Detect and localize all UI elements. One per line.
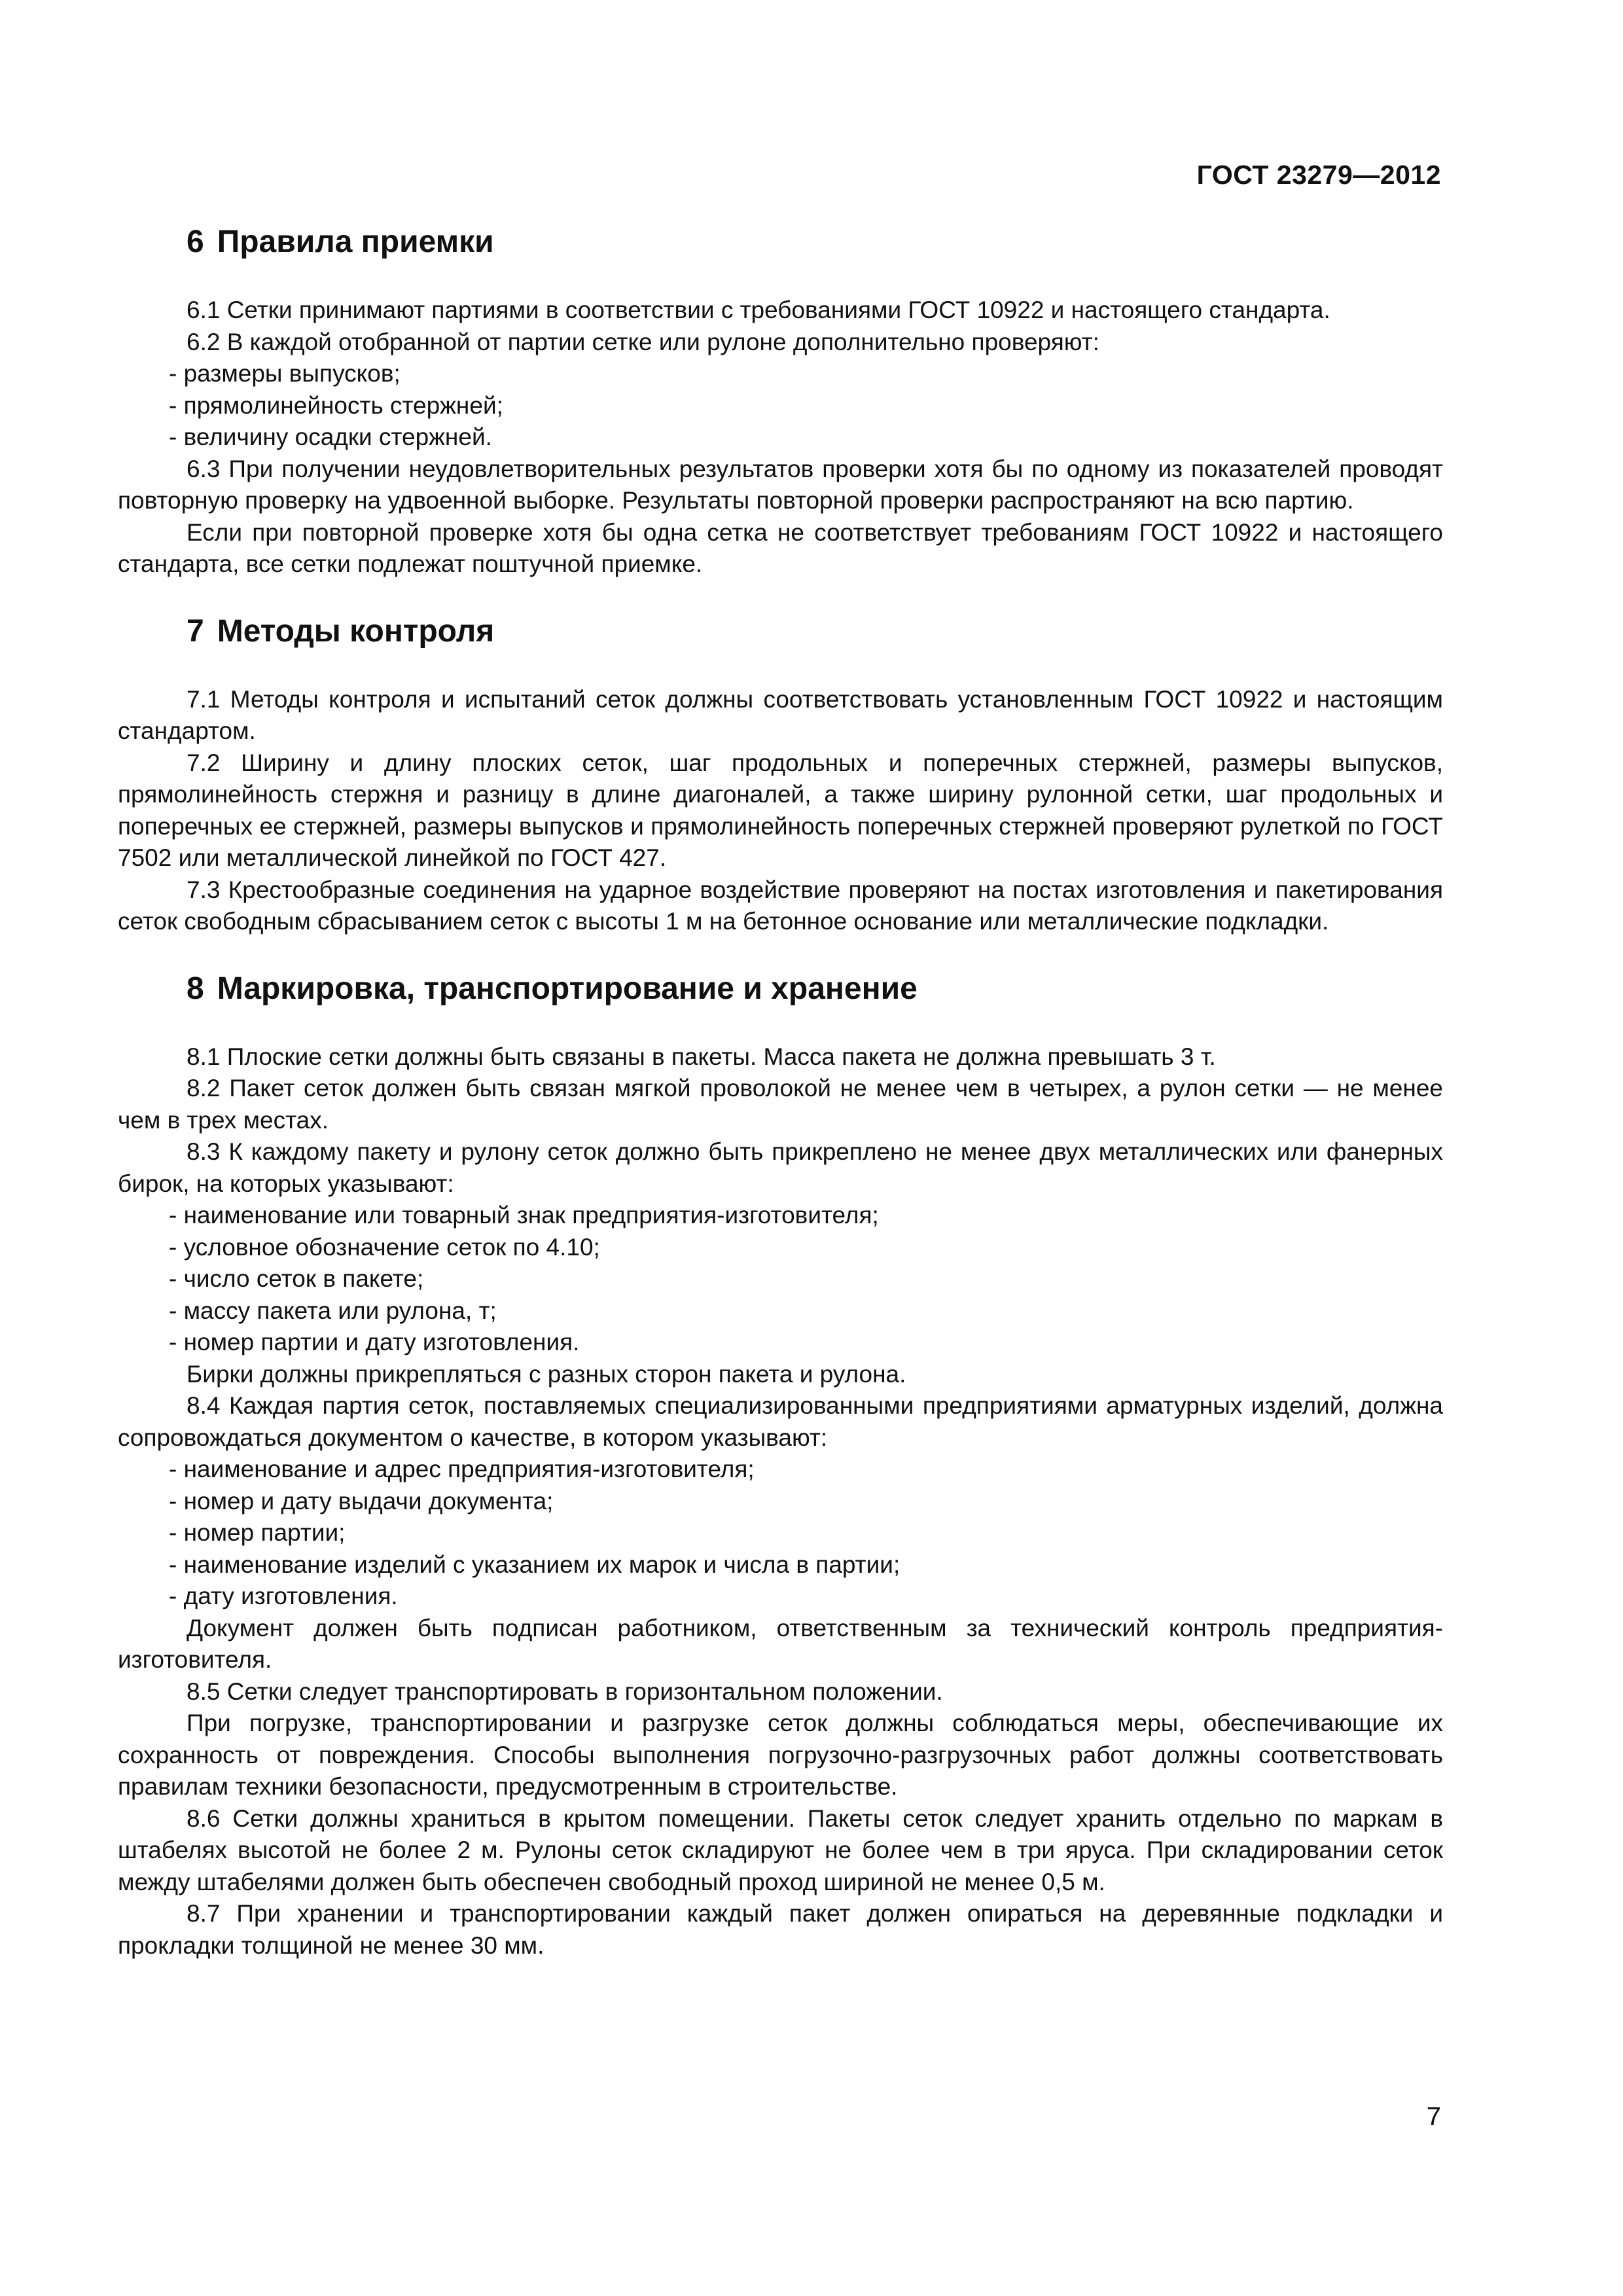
paragraph: 7.2 Ширину и длину плоских сеток, шаг продольных и поперечных стержней, размеры выпусков, прямолинейность стержня и разницу в длине диагоналей, а также ширину рулонной сетки, шаг продольных и поперечных ее стержней, размеры выпусков и прямолинейность поперечных стержней проверяют рулеткой по ГОСТ 7502 или металлической линейкой по ГОСТ 427. xyxy=(118,749,1443,871)
paragraph: 8.5 Сетки следует транспортировать в горизонтальном положении. xyxy=(187,1677,943,1705)
paragraph: 7.3 Крестообразные соединения на ударное воздействие проверяют на постах изготовления и пакетирования сеток свободным сбрасыванием сеток с высоты 1 м на бетонное основание или металлические подкладки. xyxy=(118,876,1443,935)
list-item: - условное обозначение сеток по 4.10; xyxy=(118,1232,1443,1264)
list-item: - номер партии; xyxy=(118,1517,1443,1549)
paragraph: 6.1 Сетки принимают партиями в соответствии с требованиями ГОСТ 10922 и настоящего стандарта. xyxy=(187,296,1330,323)
list-item: - величину осадки стержней. xyxy=(118,422,1443,454)
paragraph: 8.2 Пакет сеток должен быть связан мягкой проволокой не менее чем в четырех, а рулон сетки — не менее чем в трех местах. xyxy=(118,1075,1443,1134)
list-item: - прямолинейность стержней; xyxy=(118,390,1443,422)
paragraph: Документ должен быть подписан работником, ответственным за технический контроль предприятия-изготовителя. xyxy=(118,1614,1443,1673)
section-title-text: Маркировка, транспортирование и хранение xyxy=(217,971,918,1006)
list-item: - наименование или товарный знак предприятия-изготовителя; xyxy=(118,1200,1443,1232)
paragraph: 8.6 Сетки должны храниться в крытом помещении. Пакеты сеток следует хранить отдельно по маркам в штабелях высотой не более 2 м. Рулоны сеток складируют не более чем в три яруса. При складировании сеток между штабелями должен быть обеспечен свободный проход шириной не менее 0,5 м. xyxy=(118,1804,1443,1895)
paragraph: 6.3 При получении неудовлетворительных результатов проверки хотя бы по одному из показателей проводят повторную проверку на удвоенной выборке. Результаты повторной проверки распространяют на всю партию. xyxy=(118,455,1443,514)
paragraph: 8.1 Плоские сетки должны быть связаны в пакеты. Масса пакета не должна превышать 3 т. xyxy=(187,1043,1216,1070)
paragraph: 8.7 При хранении и транспортировании каждый пакет должен опираться на деревянные подкладки и прокладки толщиной не менее 30 мм. xyxy=(118,1900,1443,1959)
section-number: 8 xyxy=(187,971,204,1006)
list-item: - наименование и адрес предприятия-изготовителя; xyxy=(118,1454,1443,1486)
paragraph: 6.2 В каждой отобранной от партии сетке или рулоне дополнительно проверяют: xyxy=(187,328,1099,355)
paragraph: При погрузке, транспортировании и разгрузке сеток должны соблюдаться меры, обеспечивающие их сохранность от повреждения. Способы выполнения погрузочно-разгрузочных работ должны соответствовать правилам техники безопасности, предусмотренным в строительстве. xyxy=(118,1710,1443,1800)
section-number: 6 xyxy=(187,224,204,259)
section-6 xyxy=(118,223,1443,581)
section-title-text: Методы контроля xyxy=(217,613,495,649)
paragraph: Если при повторной проверке хотя бы одна сетка не соответствует требованиям ГОСТ 10922 и настоящего стандарта, все сетки подлежат поштучной приемке. xyxy=(118,518,1443,577)
list-item: - дату изготовления. xyxy=(118,1581,1443,1613)
section-number: 7 xyxy=(187,613,204,649)
paragraph: Бирки должны прикрепляться с разных сторон пакета и рулона. xyxy=(187,1360,906,1388)
standard-designation: ГОСТ 23279—2012 xyxy=(1196,160,1441,190)
document-body xyxy=(118,223,1443,1993)
page-number: 7 xyxy=(1426,2102,1441,2131)
list-item: - номер партии и дату изготовления. xyxy=(118,1327,1443,1359)
section-7 xyxy=(118,612,1443,938)
paragraph: 8.4 Каждая партия сеток, поставляемых специализированными предприятиями арматурных изделий, должна сопровождаться документом о качестве, в котором указывают: xyxy=(118,1392,1443,1451)
section-heading xyxy=(118,969,1443,1009)
section-8 xyxy=(118,969,1443,1962)
list-item: - номер и дату выдачи документа; xyxy=(118,1486,1443,1518)
paragraph: 7.1 Методы контроля и испытаний сеток должны соответствовать установленным ГОСТ 10922 и настоящим стандартом. xyxy=(118,685,1443,744)
list-item: - размеры выпусков; xyxy=(118,358,1443,390)
section-heading xyxy=(118,223,1443,262)
section-heading xyxy=(118,612,1443,651)
list-item: - массу пакета или рулона, т; xyxy=(118,1295,1443,1327)
section-title-text: Правила приемки xyxy=(217,224,494,259)
paragraph: 8.3 К каждому пакету и рулону сеток должно быть прикреплено не менее двух металлических или фанерных бирок, на которых указывают: xyxy=(118,1138,1443,1197)
list-item: - наименование изделий с указанием их марок и числа в партии; xyxy=(118,1549,1443,1581)
list-item: - число сеток в пакете; xyxy=(118,1263,1443,1295)
